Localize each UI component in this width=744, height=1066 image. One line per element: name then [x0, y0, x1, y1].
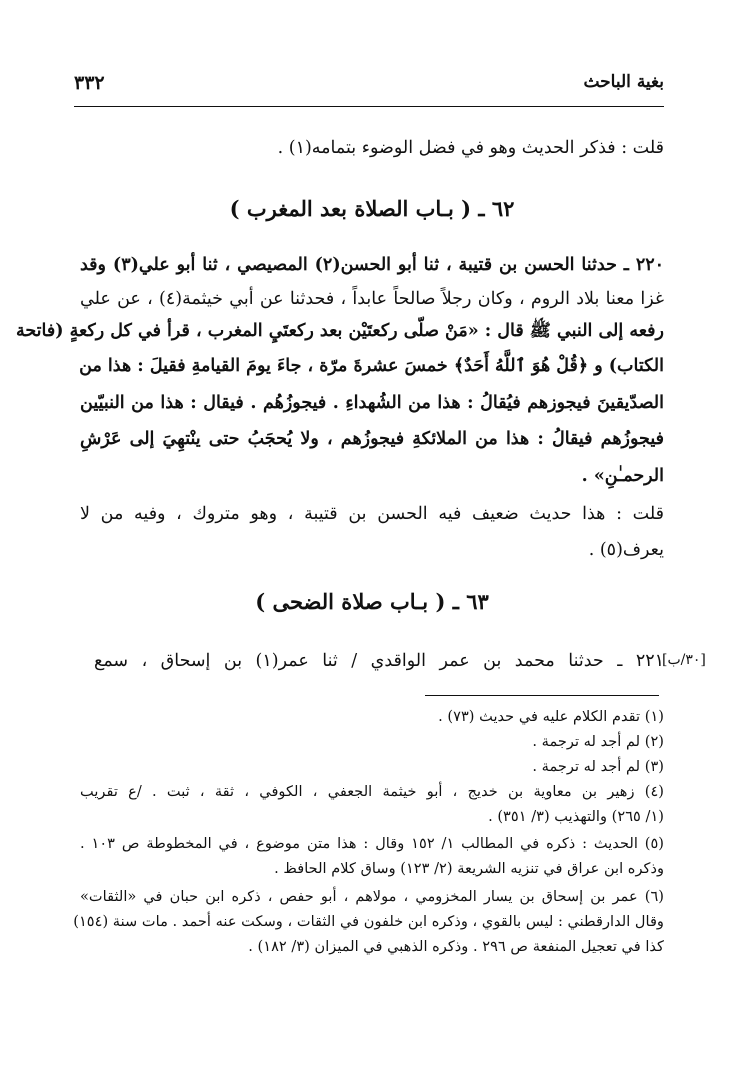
hadith-220-line: رفعه إلى النبي ﷺ قال : «مَنْ صلّى ركعتَيْن بعد ركعتَيِ المغرب ، قرأ في كل ركعةٍ (فاتحة — [15, 321, 664, 341]
footnote-rule — [425, 695, 659, 696]
footnote: (٤) زهير بن معاوية بن خديج ، أبو خيثمة الجعفي ، الكوفي ، ثقة ، ثبت . /ع تقريب — [80, 783, 664, 800]
page-number: ٣٣٢ — [74, 72, 105, 94]
hadith-220-line: الصدّيقينَ فيجوزهم فيُقالُ : هذا من الشُهداءِ . فيجوزُهُم . فيقال : هذا من النبيّين — [80, 393, 664, 413]
hadith-220-line: الكتاب) و ﴿قُلْ هُوَ ٱللَّهُ أَحَدٌ﴾ خمسَ عشرةَ مرّة ، جاءَ يومَ القيامةِ فقيلَ : هذا من — [79, 356, 664, 376]
footnote: (١) تقدم الكلام عليه في حديث (٧٣) . — [438, 708, 664, 725]
note-line: قلت : هذا حديث ضعيف فيه الحسن بن قتيبة ، وهو متروك ، وفيه من لا — [80, 504, 664, 524]
hadith-221-line: ٢٢١ ـ حدثنا محمد بن عمر الواقدي / ثنا عمر(١) بن إسحاق ، سمع — [94, 651, 665, 671]
hadith-220-line: فيجوزُهم فيقالُ : هذا من الملائكةِ فيجوزُهم ، ولا يُحجَبُ حتى ينْتهِيَ إلى عَرْشِ — [80, 429, 664, 449]
chapter-heading-62: ٦٢ ـ ( بـاب الصلاة بعد المغرب ) — [229, 196, 515, 221]
footnote-continuation: (١/ ٢٦٥) والتهذيب (٣/ ٣٥١) . — [488, 808, 664, 825]
header-rule — [74, 106, 664, 107]
footnote: (٣) لم أجد له ترجمة . — [532, 758, 664, 775]
note-line: قلت : فذكر الحديث وهو في فضل الوضوء بتمامه(١) . — [277, 138, 664, 158]
footnote: (٥) الحديث : ذكره في المطالب ١/ ١٥٢ وقال : هذا متن موضوع ، في المخطوطة ص ١٠٣ . — [80, 835, 664, 852]
footnote-continuation: وقال الدارقطني : ليس بالقوي ، وذكره ابن خلفون في الثقات ، وسكت عنه أحمد . مات سنة (١٥٤) — [73, 913, 664, 930]
footnote-continuation: وذكره ابن عراق في تنزيه الشريعة (٢/ ١٢٣) وساق كلام الحافظ . — [274, 860, 664, 877]
hadith-220-line: الرحمـٰنِ» . — [581, 466, 664, 486]
footnote-continuation: كذا في تعجيل المنفعة ص ٢٩٦ . وذكره الذهبي في الميزان (٣/ ١٨٢) . — [248, 938, 664, 955]
running-header-title: بغية الباحث — [583, 72, 664, 92]
footnote: (٦) عمر بن إسحاق بن يسار المخزومي ، مولاهم ، أبو حفص ، ذكره ابن حبان في «الثقات» — [80, 888, 664, 905]
chapter-heading-63: ٦٣ ـ ( بـاب صلاة الضحى ) — [255, 589, 489, 614]
footnote: (٢) لم أجد له ترجمة . — [532, 733, 664, 750]
hadith-220-line: غزا معنا بلاد الروم ، وكان رجلاً صالحاً عابداً ، فحدثنا عن أبي خيثمة(٤) ، عن علي — [80, 289, 664, 309]
manuscript-folio-ref: [٣٠/ب] — [662, 652, 706, 668]
note-line: يعرف(٥) . — [588, 540, 664, 560]
hadith-220-line: ٢٢٠ ـ حدثنا الحسن بن قتيبة ، ثنا أبو الحسن(٢) المصيصي ، ثنا أبو علي(٣) وقد — [80, 255, 665, 275]
